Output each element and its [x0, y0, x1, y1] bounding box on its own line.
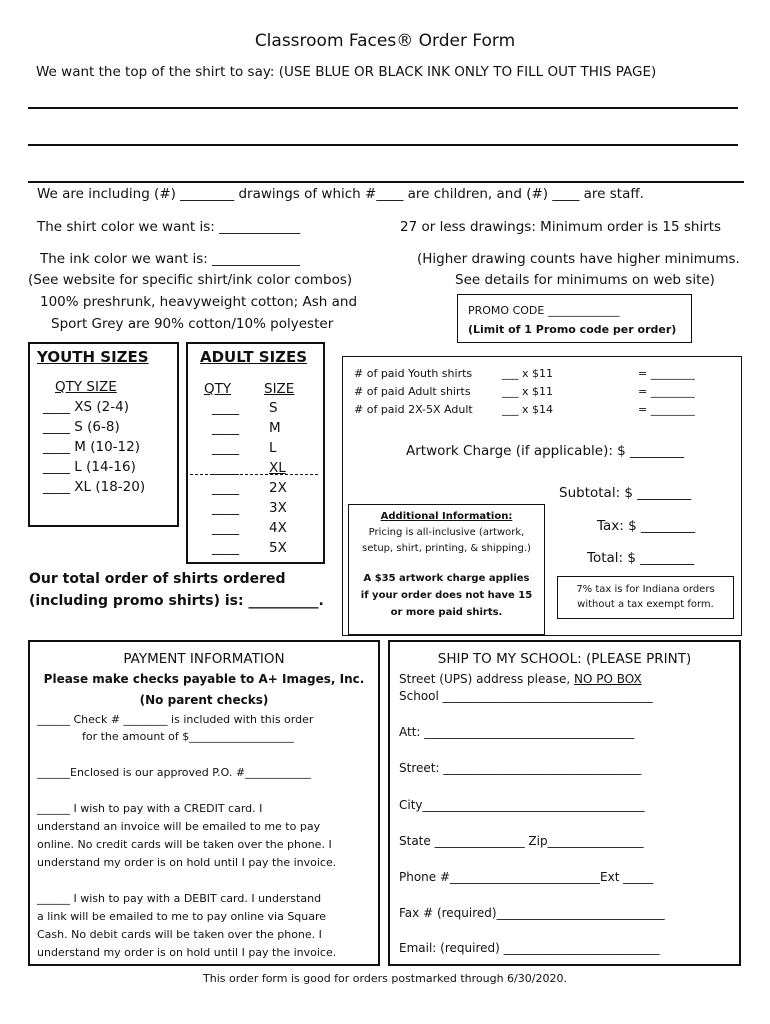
adult-qty-4x[interactable]: ____: [212, 520, 239, 536]
total-order-line1: Our total order of shirts ordered: [29, 571, 286, 587]
price-row-2x5x-total[interactable]: = ________: [638, 403, 695, 416]
credit-card-option[interactable]: ______ I wish to pay with a CREDIT card. I: [37, 802, 263, 815]
adult-qty-2x[interactable]: ____: [212, 480, 239, 496]
total-order-field[interactable]: (including promo shirts) is: __________.: [29, 593, 324, 609]
youth-row-xl[interactable]: ____ XL (18-20): [43, 479, 146, 495]
tax-note-line2: without a tax exempt form.: [577, 599, 714, 610]
check-amount-field[interactable]: for the amount of $___________________: [82, 730, 294, 743]
street-field[interactable]: Street: _________________________________: [399, 761, 642, 775]
minimum-order-note: 27 or less drawings: Minimum order is 15 shirts: [400, 219, 722, 235]
artwork-charge-note-1: A $35 artwork charge applies: [363, 573, 530, 584]
cotton-note-1: 100% preshrunk, heavyweight cotton; Ash and: [40, 294, 358, 310]
total-field[interactable]: Total: $ ________: [587, 550, 695, 566]
school-field[interactable]: School ___________________________________: [399, 689, 653, 703]
adult-size-m: M: [269, 420, 281, 436]
adult-size-divider: [190, 474, 318, 475]
adult-qty-5x[interactable]: ____: [212, 540, 239, 556]
subtotal-field[interactable]: Subtotal: $ ________: [559, 485, 692, 501]
check-number-field[interactable]: ______ Check # ________ is included with this order: [37, 713, 314, 726]
cotton-note-2: Sport Grey are 90% cotton/10% polyester: [51, 316, 334, 332]
additional-info-line2: setup, shirt, printing, & shipping.): [362, 543, 531, 554]
shirt-color-line[interactable]: The shirt color we want is: ____________: [37, 219, 301, 235]
street-ups-note: [399, 672, 642, 686]
minimums-details-note: See details for minimums on web site): [455, 272, 715, 288]
credit-card-note-4: understand my order is on hold until I pay the invoice.: [37, 856, 337, 869]
credit-card-note-3: online. No credit cards will be taken over the phone. I: [37, 838, 332, 851]
price-row-2x5x-qty[interactable]: ___ x $14: [502, 403, 553, 416]
adult-qty-3x[interactable]: ____: [212, 500, 239, 516]
additional-info-line1: Pricing is all-inclusive (artwork,: [368, 527, 525, 538]
adult-size-header: SIZE: [264, 381, 295, 397]
debit-card-note-2: a link will be emailed to me to pay online via Square: [37, 910, 327, 923]
po-number-field[interactable]: ______Enclosed is our approved P.O. #____________: [37, 766, 312, 779]
tax-note-box: [557, 576, 734, 619]
adult-size-5x: 5X: [269, 540, 287, 556]
ship-to-box: [388, 640, 741, 966]
adult-size-xl: XL: [269, 460, 286, 476]
adult-size-3x: 3X: [269, 500, 287, 516]
att-field[interactable]: Att: ___________________________________: [399, 725, 635, 739]
no-parent-checks-note: (No parent checks): [139, 693, 269, 707]
youth-sizes-box: [28, 342, 179, 527]
youth-sizes-title: YOUTH SIZES: [37, 348, 149, 366]
website-combos-note: (See website for specific shirt/ink color combos): [28, 272, 353, 288]
price-row-adult-total[interactable]: = ________: [638, 385, 695, 398]
artwork-charge-note-2: if your order does not have 15: [360, 590, 533, 601]
youth-row-m[interactable]: ____ M (10-12): [43, 439, 140, 455]
adult-size-s: S: [269, 400, 278, 416]
adult-qty-xl[interactable]: ____: [212, 460, 239, 476]
additional-info-title: Additional Information:: [380, 511, 513, 522]
payment-info-title: PAYMENT INFORMATION: [123, 651, 285, 667]
adult-size-4x: 4X: [269, 520, 287, 536]
fax-field[interactable]: Fax # (required)____________________________: [399, 906, 665, 920]
shirt-text-line-1[interactable]: [28, 107, 738, 109]
street-ups-note-text: Street (UPS) address please,: [399, 672, 571, 686]
city-field[interactable]: City_____________________________________: [399, 798, 645, 812]
youth-row-s[interactable]: ____ S (6-8): [43, 419, 120, 435]
adult-size-l: L: [269, 440, 277, 456]
price-row-youth-total[interactable]: = ________: [638, 367, 695, 380]
price-row-2x5x-label: # of paid 2X-5X Adult: [354, 403, 473, 416]
higher-counts-note: (Higher drawing counts have higher minimums.: [417, 251, 740, 267]
debit-card-note-3: Cash. No debit cards will be taken over the phone. I: [37, 928, 322, 941]
adult-sizes-box: [186, 342, 325, 564]
youth-row-xs[interactable]: ____ XS (2-4): [43, 399, 129, 415]
artwork-charge-field[interactable]: Artwork Charge (if applicable): $ ________: [406, 443, 685, 459]
adult-qty-l[interactable]: ____: [212, 440, 239, 456]
phone-field[interactable]: Phone #_________________________Ext _____: [399, 870, 654, 884]
debit-card-note-4: understand my order is on hold until I pay the invoice.: [37, 946, 337, 959]
credit-card-note-2: understand an invoice will be emailed to me to pay: [37, 820, 321, 833]
additional-info-box: [348, 504, 545, 635]
email-field[interactable]: Email: (required) __________________________: [399, 941, 660, 955]
page-title: Classroom Faces® Order Form: [254, 31, 516, 51]
no-po-box-note: NO PO BOX: [574, 672, 642, 686]
adult-qty-header: QTY: [204, 381, 232, 397]
section-divider: [28, 181, 744, 183]
tax-field[interactable]: Tax: $ ________: [597, 518, 695, 534]
shirt-top-instruction: We want the top of the shirt to say: (USE BLUE OR BLACK INK ONLY TO FILL OUT THIS PAGE): [36, 64, 657, 80]
price-row-adult-label: # of paid Adult shirts: [354, 385, 471, 398]
ship-to-title: SHIP TO MY SCHOOL: (PLEASE PRINT): [437, 651, 692, 667]
youth-row-l[interactable]: ____ L (14-16): [43, 459, 136, 475]
promo-code-field[interactable]: PROMO CODE _____________: [468, 304, 620, 317]
price-row-adult-qty[interactable]: ___ x $11: [502, 385, 553, 398]
tax-note-line1: 7% tax is for Indiana orders: [576, 584, 715, 595]
price-row-youth-qty[interactable]: ___ x $11: [502, 367, 553, 380]
adult-sizes-title: ADULT SIZES: [200, 348, 308, 366]
artwork-charge-note-3: or more paid shirts.: [390, 607, 503, 618]
promo-code-box: [457, 294, 692, 343]
drawings-count-line[interactable]: We are including (#) ________ drawings of which #____ are children, and (#) ____ are staff.: [37, 186, 644, 202]
payment-info-box: [28, 640, 380, 966]
ink-color-line[interactable]: The ink color we want is: _____________: [40, 251, 300, 267]
validity-footer: This order form is good for orders postmarked through 6/30/2020.: [203, 972, 567, 985]
adult-qty-m[interactable]: ____: [212, 420, 239, 436]
shirt-text-line-2[interactable]: [28, 144, 738, 146]
youth-header: QTY SIZE: [55, 379, 117, 395]
state-zip-field[interactable]: State _______________ Zip________________: [399, 834, 644, 848]
promo-limit-note: (Limit of 1 Promo code per order): [468, 323, 677, 336]
price-row-youth-label: # of paid Youth shirts: [354, 367, 473, 380]
checks-payable-note: Please make checks payable to A+ Images, Inc.: [43, 672, 365, 686]
adult-qty-s[interactable]: ____: [212, 400, 239, 416]
debit-card-option[interactable]: ______ I wish to pay with a DEBIT card. I understand: [37, 892, 322, 905]
adult-size-2x: 2X: [269, 480, 287, 496]
